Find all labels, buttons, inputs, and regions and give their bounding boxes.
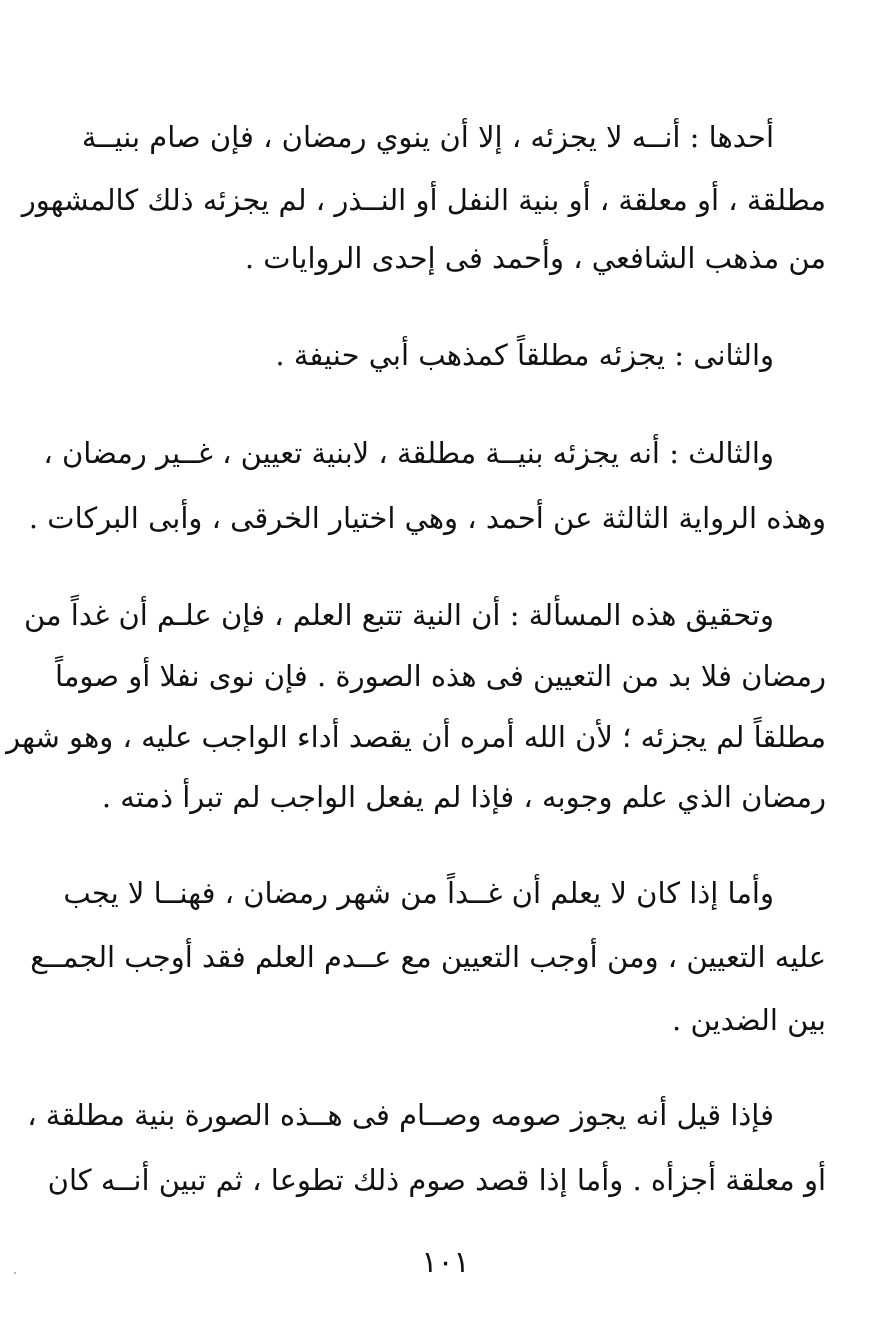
scan-speck bbox=[14, 1272, 16, 1274]
text-line: مطلقاً لم يجزئه ؛ لأن الله أمره أن يقصد أداء الواجب عليه ، وهو شهر bbox=[6, 720, 826, 754]
text-line: وهذه الرواية الثالثة عن أحمد ، وهي اختيار الخرقى ، وأبى البركات . bbox=[28, 501, 826, 535]
text-line: رمضان الذي علم وجوبه ، فإذا لم يفعل الواجب لم تبرأ ذمته . bbox=[101, 780, 826, 814]
text-line: أو معلقة أجزأه . وأما إذا قصد صوم ذلك تطوعا ، ثم تبين أنــه كان bbox=[47, 1163, 826, 1197]
text-line: أحدها : أنــه لا يجزئه ، إلا أن ينوي رمضان ، فإن صام بنيــة bbox=[81, 120, 774, 154]
text-line: فإذا قيل أنه يجوز صومه وصــام فى هــذه الصورة بنية مطلقة ، bbox=[27, 1098, 774, 1132]
text-line: والثالث : أنه يجزئه بنيــة مطلقة ، لابنية تعيين ، غــير رمضان ، bbox=[43, 436, 774, 470]
text-line: وأما إذا كان لا يعلم أن غــداً من شهر رمضان ، فهنــا لا يجب bbox=[63, 876, 774, 910]
text-line: مطلقة ، أو معلقة ، أو بنية النفل أو النــذر ، لم يجزئه ذلك كالمشهور bbox=[21, 183, 826, 217]
text-line: عليه التعيين ، ومن أوجب التعيين مع عــدم العلم فقد أوجب الجمــع bbox=[30, 940, 826, 974]
text-line: رمضان فلا بد من التعيين فى هذه الصورة . فإن نوى نفلا أو صوماً bbox=[55, 659, 826, 693]
text-line: من مذهب الشافعي ، وأحمد فى إحدى الروايات . bbox=[244, 241, 826, 275]
text-line: والثانى : يجزئه مطلقاً كمذهب أبي حنيفة . bbox=[275, 338, 774, 372]
text-line: بين الضدين . bbox=[672, 1003, 826, 1037]
page-number: ١٠١ bbox=[421, 1245, 470, 1280]
text-line: وتحقيق هذه المسألة : أن النية تتبع العلم ، فإن علـم أن غداً من bbox=[23, 598, 774, 632]
